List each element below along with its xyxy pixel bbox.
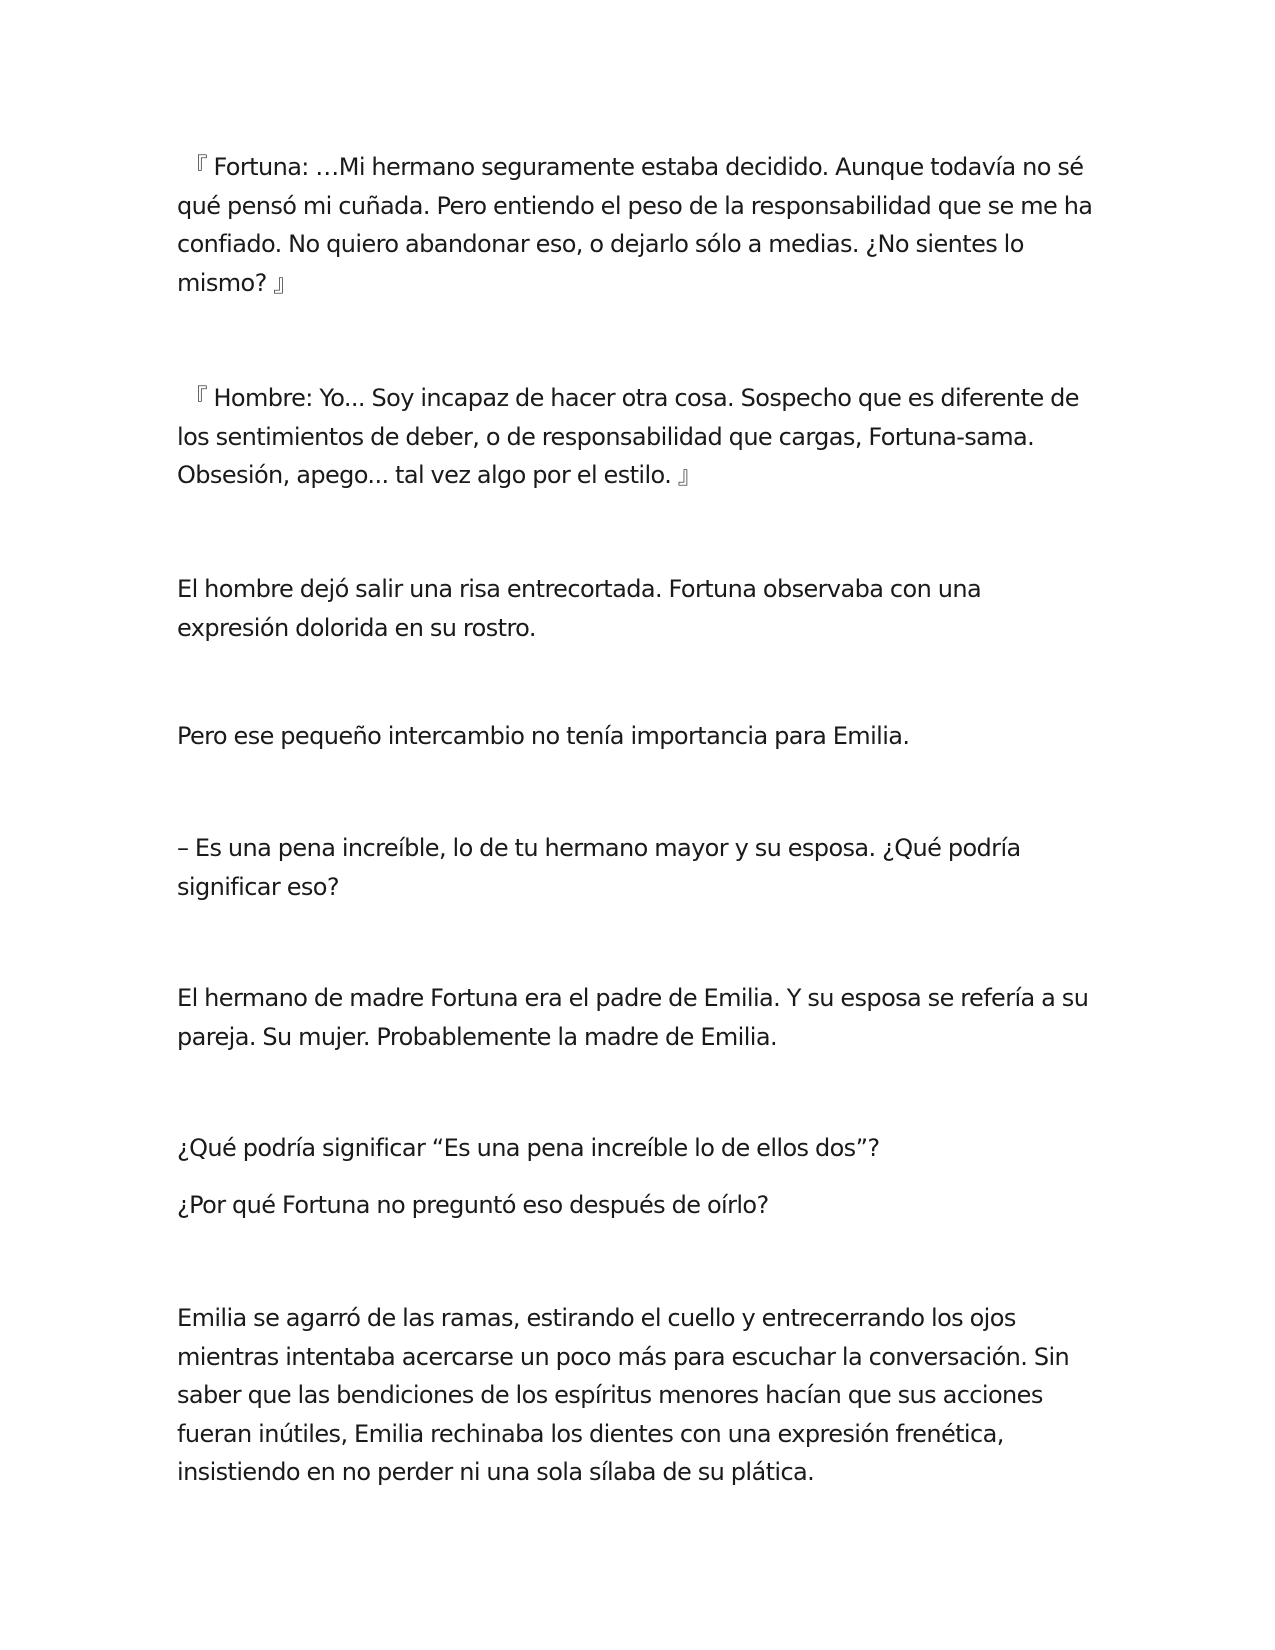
paragraph-fortuna-dialogue: 『 Fortuna: …Mi hermano seguramente estaba decidido. Aunque todavía no sé qué pensó mi cuñada. Pero entiendo el peso de la responsabilidad que se me ha confiado. No quiero abandonar eso, o dejarlo sólo a medias. ¿No sientes lo mismo? 』 xyxy=(177,153,1093,297)
paragraph-hombre-dialogue: 『 Hombre: Yo... Soy incapaz de hacer otra cosa. Sospecho que es diferente de los sentimientos de deber, o de responsabilidad que cargas, Fortuna-sama. Obsesión, apego... tal vez algo por el estilo. 』 xyxy=(177,384,1079,489)
paragraph-narration-emilia: Pero ese pequeño intercambio no tenía importancia para Emilia. xyxy=(177,722,910,750)
paragraph-question-por-que: ¿Por qué Fortuna no preguntó eso después de oírlo? xyxy=(177,1191,769,1219)
paragraph-narration-ramas: Emilia se agarró de las ramas, estirando el cuello y entrecerrando los ojos mientras intentaba acercarse un poco más para escuchar la conversación. Sin saber que las bendiciones de los espíritus menores hacían que sus acciones fueran inútiles, Emilia rechinaba los dientes con una expresión frenética, insistiendo en no perder ni una sola sílaba de su plática. xyxy=(177,1304,1070,1486)
paragraph-quote-pena: – Es una pena increíble, lo de tu hermano mayor y su esposa. ¿Qué podría significar eso? xyxy=(177,834,1021,901)
paragraph-narration-laugh: El hombre dejó salir una risa entrecortada. Fortuna observaba con una expresión dolorida en su rostro. xyxy=(177,575,982,642)
paragraph-narration-hermano: El hermano de madre Fortuna era el padre de Emilia. Y su esposa se refería a su pareja. Su mujer. Probablemente la madre de Emilia. xyxy=(177,984,1089,1051)
paragraph-question-significar: ¿Qué podría significar “Es una pena increíble lo de ellos dos”? xyxy=(177,1134,880,1162)
